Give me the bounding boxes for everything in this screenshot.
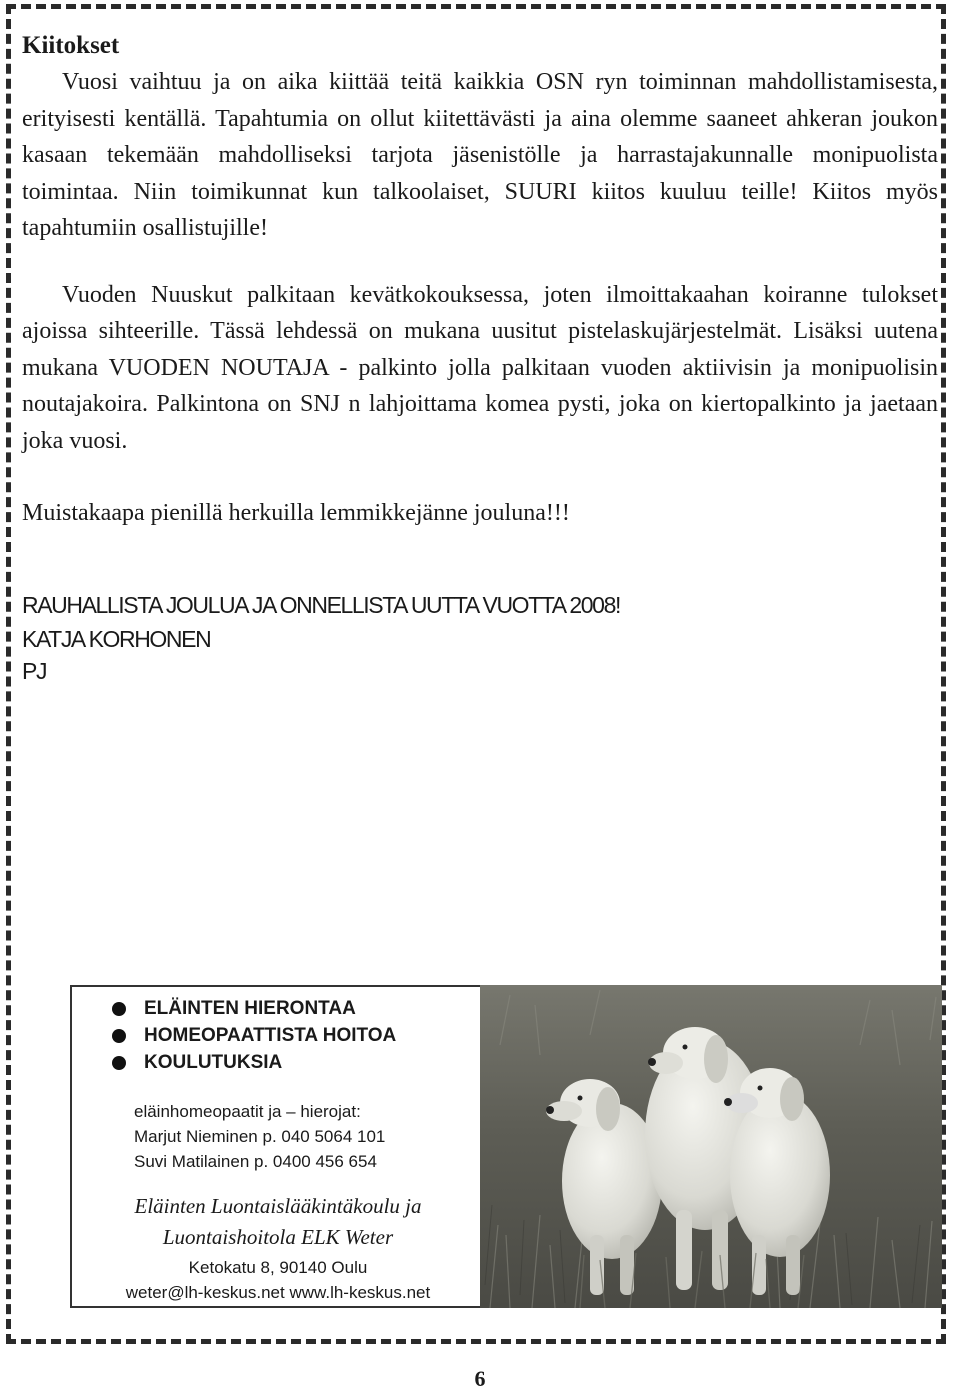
reminder-text: Muistakaapa pienillä herkuilla lemmikkejänne jouluna!!! bbox=[22, 500, 570, 526]
page-number: 6 bbox=[474, 1366, 486, 1391]
address-block bbox=[72, 1255, 484, 1305]
school-name: Eläinten Luontaislääkintäkoulu ja Luontaishoitola ELK Weter bbox=[134, 1194, 422, 1249]
contact-marjut: Marjut Nieminen p. 040 5064 101 bbox=[134, 1127, 386, 1146]
service-item: ELÄINTEN HIERONTAA bbox=[112, 995, 396, 1022]
street-address: Ketokatu 8, 90140 Oulu bbox=[188, 1258, 368, 1277]
web-contact: weter@lh-keskus.net www.lh-keskus.net bbox=[125, 1283, 431, 1302]
bullet-icon bbox=[112, 1029, 126, 1043]
contact-suvi: Suvi Matilainen p. 0400 456 654 bbox=[134, 1152, 377, 1171]
signature-role: PJ bbox=[22, 658, 47, 684]
service-item: HOMEOPAATTISTA HOITOA bbox=[112, 1022, 396, 1049]
article-heading: Kiitokset bbox=[22, 32, 120, 59]
article bbox=[22, 30, 938, 687]
services-list bbox=[112, 995, 396, 1076]
service-item: KOULUTUKSIA bbox=[112, 1049, 396, 1076]
thanks-paragraph: Vuosi vaihtuu ja on aika kiittää teitä kaikkia OSN ryn toiminnan mahdollistamisesta, erityisesti kentällä. Tapahtumia on ollut kiitettävästi ja aina olemme saaneet ahkeran joukon kasaan tekemään mahdolliseksi tarjota jäsenistölle ja harrastajakunnalle monipuolista toimintaa. Niin toimikunnat kun talkoolaiset, SUURI kiitos kuuluu teille! Kiitos myös tapahtumiin osallistujille! bbox=[22, 69, 938, 241]
dogs-photo bbox=[480, 985, 942, 1308]
staff-info bbox=[134, 1099, 385, 1174]
holiday-greeting: RAUHALLISTA JOULUA JA ONNELLISTA UUTTA VUOTTA 2008! bbox=[22, 592, 620, 618]
three-golden-retrievers-image bbox=[480, 985, 942, 1308]
bullet-icon bbox=[112, 1002, 126, 1016]
staff-intro: eläinhomeopaatit ja – hierojat: bbox=[134, 1102, 361, 1121]
bullet-icon bbox=[112, 1056, 126, 1070]
signature-name: KATJA KORHONEN bbox=[22, 626, 211, 652]
advertisement-box bbox=[70, 985, 482, 1308]
awards-paragraph: Vuoden Nuuskut palkitaan kevätkokouksessa, joten ilmoittakaahan koiranne tulokset ajoissa sihteerille. Tässä lehdessä on mukana uusitut pistelaskujärjestelmät. Lisäksi uutena mukana VUODEN NOUTAJA - palkinto jolla palkitaan vuoden aktiivisin ja monipuolisin noutajakoira. Palkintona on SNJ n lahjoittama komea pysti, joka on kiertopalkinto ja jaetaan joka vuosi. bbox=[22, 281, 938, 454]
